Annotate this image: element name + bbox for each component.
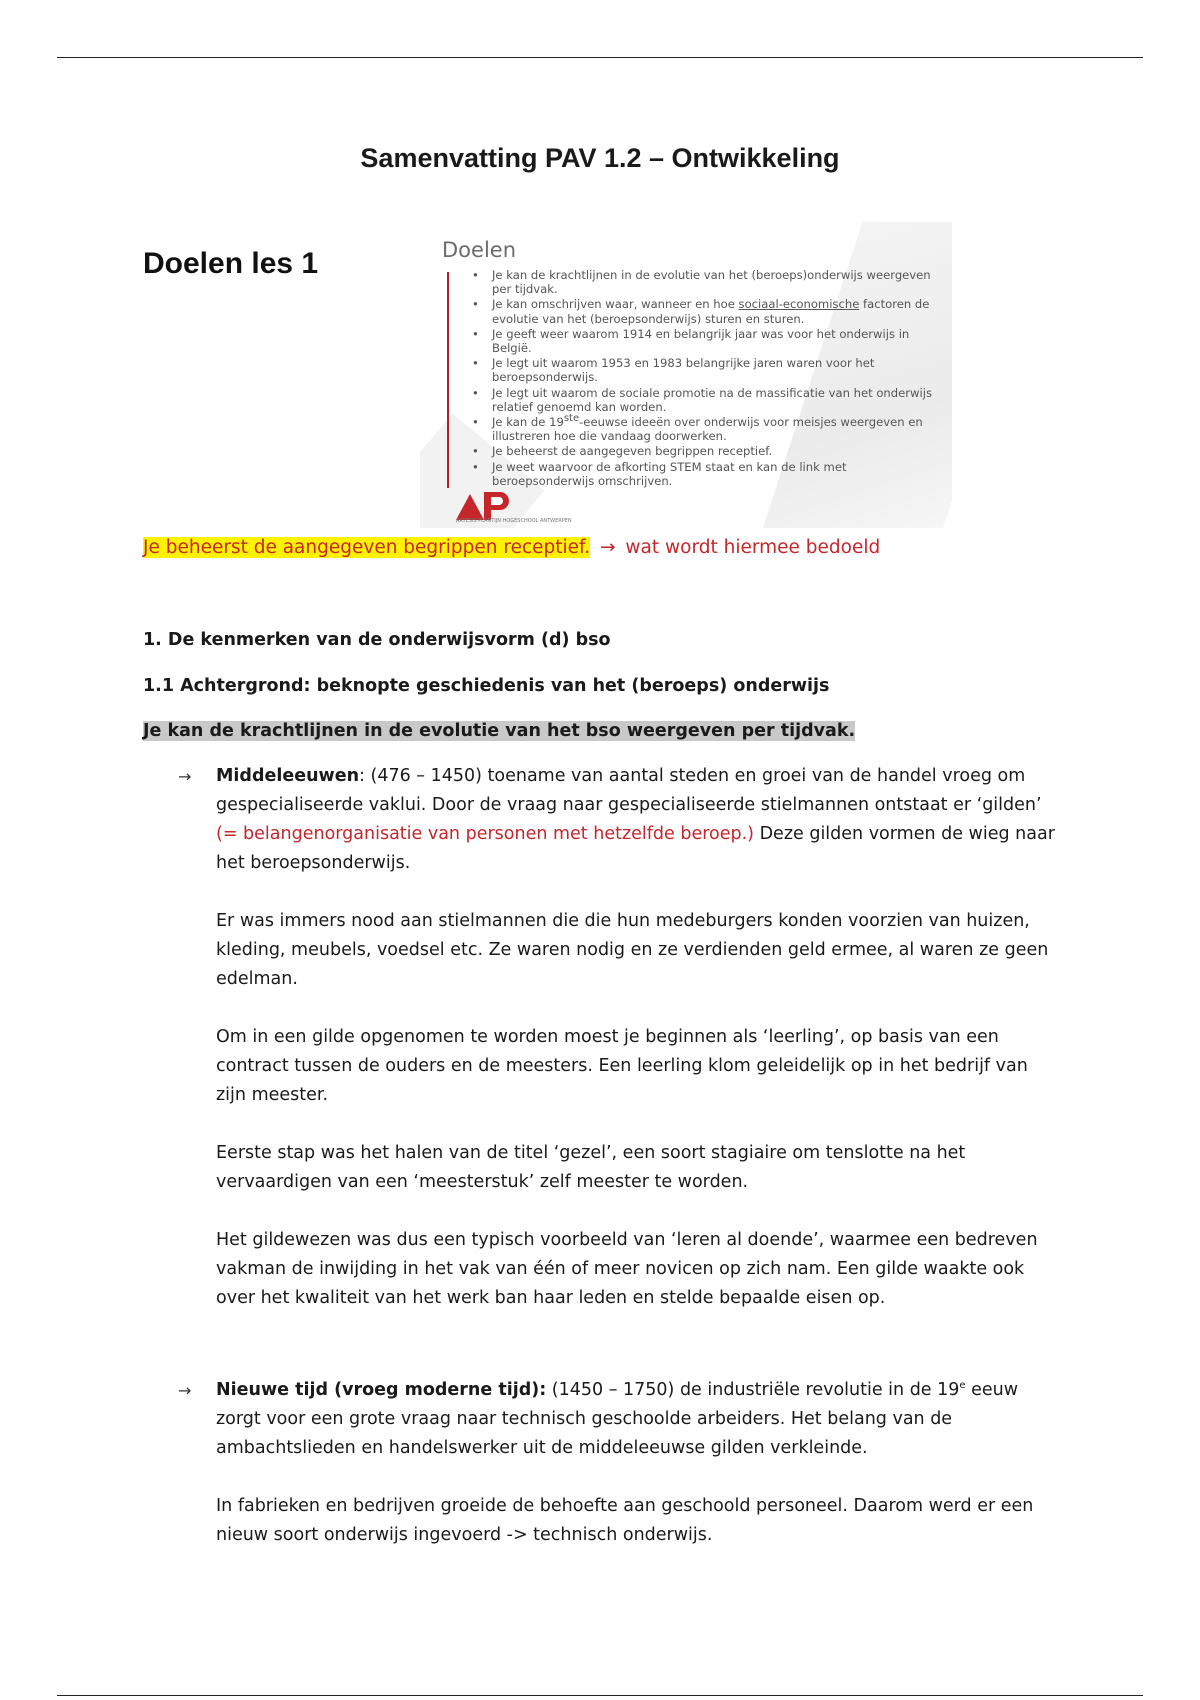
slide-accent-bar (447, 272, 449, 488)
paragraph: In fabrieken en bedrijven groeide de behoefte aan geschoold personeel. Daarom werd er een nieuw soort onderwijs ingevoerd -> technisch onderwijs. (216, 1496, 1034, 1545)
paragraph: Eerste stap was het halen van de titel ‘gezel’, een soort stagiaire om tenslotte na het vervaardigen van een ‘meesterstuk’ zelf meester te worden. (216, 1143, 966, 1192)
slide-goal-item: • Je geeft weer waarom 1914 en belangrijk jaar was voor het onderwijs in België. (492, 327, 952, 355)
bullet-intro: Nieuwe tijd (vroeg moderne tijd): (1450 – 1750) de industriële revolutie in de 19e eeuw zorgt voor een grote vraag naar technisch geschoolde arbeiders. Het belang van de ambachtslieden en handelswerker uit de middeleeuwse gilden verkleinde. (216, 1380, 1019, 1458)
slide-goal-item: • Je kan omschrijven waar, wanneer en hoe sociaal-economische factoren de evolutie van het (beroepsonderwijs) sturen en sturen. (492, 297, 952, 325)
goals-slide-image (420, 222, 952, 528)
slide-goal-item: • Je weet waarvoor de afkorting STEM staat en kan de link met beroepsonderwijs omschrijven. (492, 460, 952, 488)
section-heading-1: 1. De kenmerken van de onderwijsvorm (d) bso (143, 630, 611, 650)
bullet-nieuwe-tijd (180, 1376, 1060, 1579)
slide-goal-item: • Je legt uit waarom 1953 en 1983 belangrijke jaren waren voor het beroepsonderwijs. (492, 356, 952, 384)
slide-goal-item: • Je kan de 19ste-eeuwse ideeën over onderwijs voor meisjes weergeven en illustreren hoe die vandaag doorwerken. (492, 415, 952, 443)
slide-goal-list (456, 268, 952, 489)
slide-goal-item: • Je kan de krachtlijnen in de evolutie van het (beroeps)onderwijs weergeven per tijdvak. (492, 268, 952, 296)
section-goal: Je kan de krachtlijnen in de evolutie van het bso weergeven per tijdvak. (143, 721, 856, 741)
slide-goal-item: • Je beheerst de aangegeven begrippen receptief. (492, 444, 952, 458)
arrow-icon: → (178, 767, 192, 786)
arrow-icon: → (178, 1381, 192, 1400)
top-rule (57, 57, 1143, 58)
paragraph: Het gildewezen was dus een typisch voorbeeld van ‘leren al doende’, waarmee een bedreven vakman de inwijding in het vak van één of meer novicen op zich nam. Een gilde waakte ook over het kwaliteit van het werk ban haar leden en stelde bepaalde eisen op. (216, 1230, 1038, 1308)
bullet-intro: Middeleeuwen: (476 – 1450) toename van aantal steden en groei van de handel vroeg om gespecialiseerde vaklui. Door de vraag naar gespecialiseerde stielmannen ontstaat er ‘gilden’ (= belangenorganisatie van personen met hetzelfde beroep.) Deze gilden vormen de wieg naar het beroepsonderwijs. (216, 766, 1055, 873)
receptive-goal-note (143, 537, 880, 558)
bullet-middeleeuwen (180, 762, 1060, 1342)
goals-heading: Doelen les 1 (143, 247, 319, 280)
bottom-rule (57, 1695, 1143, 1696)
paragraph: Om in een gilde opgenomen te worden moest je beginnen als ‘leerling’, op basis van een contract tussen de ouders en de meesters. Een leerling klom geleidelijk op in het bedrijf van zijn meester. (216, 1027, 1028, 1105)
arrow-icon: → (599, 537, 616, 558)
slide-title: Doelen (442, 238, 517, 262)
note-text: wat wordt hiermee bedoeld (625, 537, 881, 558)
definition-text: (= belangenorganisatie van personen met hetzelfde beroep.) (216, 824, 755, 844)
document-title: Samenvatting PAV 1.2 – Ontwikkeling (360, 143, 840, 173)
paragraph: Er was immers nood aan stielmannen die die hun medeburgers konden voorzien van huizen, kleding, meubels, voedsel etc. Ze waren nodig en ze verdienden geld ermee, al waren ze geen edelman. (216, 911, 1049, 989)
highlighted-goal: Je beheerst de aangegeven begrippen receptief. (143, 537, 591, 558)
section-heading-1-1: 1.1 Achtergrond: beknopte geschiedenis van het (beroeps) onderwijs (143, 676, 830, 696)
logo-text: ARTESIS PLANTIJN HOGESCHOOL ANTWERPEN (456, 518, 572, 524)
slide-goal-item: • Je legt uit waarom de sociale promotie na de massificatie van het onderwijs relatief genoemd kan worden. (492, 386, 952, 414)
